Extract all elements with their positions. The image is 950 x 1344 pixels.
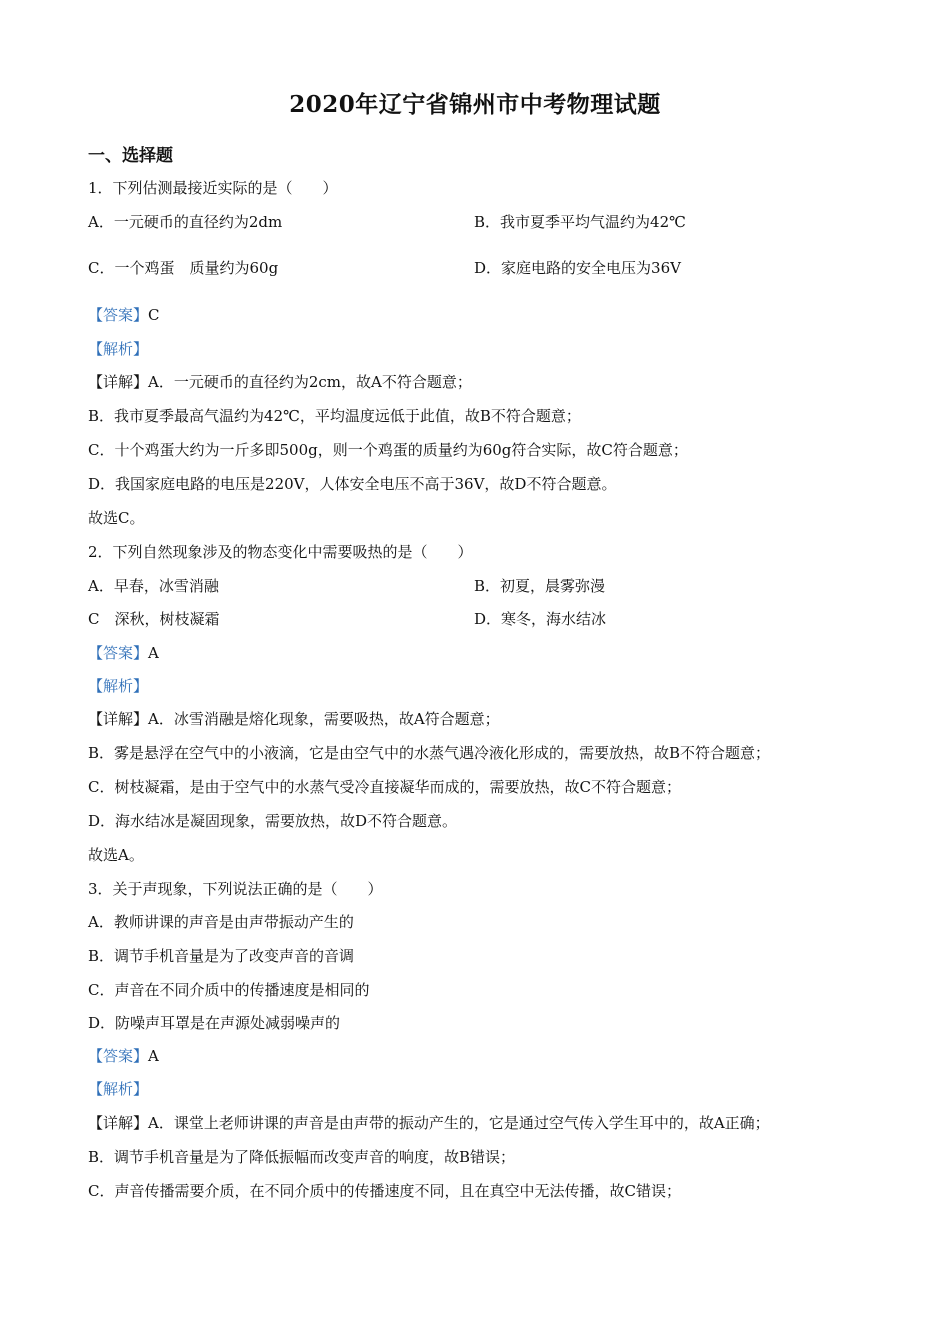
q2-detail-c: C．树枝凝霜，是由于空气中的水蒸气受冷直接凝华而成的，需要放热，故C不符合题意； (88, 778, 681, 796)
q3-option-a: A．教师讲课的声音是由声带振动产生的 (88, 913, 354, 931)
q3-answer-value: A (148, 1047, 159, 1065)
q1-answer-value: C (148, 306, 160, 324)
q2-answer-value: A (148, 644, 159, 662)
q3-detail-c: C．声音传播需要介质，在不同介质中的传播速度不同，且在真空中无法传播，故C错误； (88, 1182, 681, 1200)
q1-detail-d: D．我国家庭电路的电压是220V，人体安全电压不高于36V，故D不符合题意。 (88, 475, 617, 493)
q1-option-b: B．我市夏季平均气温约为42℃ (474, 213, 686, 231)
q3-answer: 【答案】A (88, 1047, 159, 1065)
q2-detail-b: B．雾是悬浮在空气中的小液滴，它是由空气中的水蒸气遇冷液化形成的，需要放热，故B不符合题意； (88, 744, 771, 762)
q1-analysis-tag: 【解析】 (88, 340, 149, 358)
q2-conclusion: 故选A。 (88, 846, 144, 864)
q2-option-c: C 深秋，树枝凝霜 (88, 610, 220, 628)
q3-stem: 3．关于声现象，下列说法正确的是（ ） (88, 880, 383, 898)
q1-option-c: C．一个鸡蛋 质量约为60g (88, 259, 279, 277)
q2-option-b: B．初夏，晨雾弥漫 (474, 577, 606, 595)
q1-option-d: D．家庭电路的安全电压为36V (474, 259, 681, 277)
q2-stem: 2．下列自然现象涉及的物态变化中需要吸热的是（ ） (88, 543, 473, 561)
q3-detail-a: 【详解】A．课堂上老师讲课的声音是由声带的振动产生的，它是通过空气传入学生耳中的，故A正确； (88, 1114, 770, 1132)
q1-stem: 1．下列估测最接近实际的是（ ） (88, 179, 338, 197)
q3-analysis-tag: 【解析】 (88, 1080, 149, 1098)
document-title: 2020年辽宁省锦州市中考物理试题 (289, 91, 661, 118)
q2-option-a: A．早春，冰雪消融 (88, 577, 219, 595)
q1-option-a: A．一元硬币的直径约为2dm (88, 213, 283, 231)
q2-answer: 【答案】A (88, 644, 159, 662)
q1-detail-a: 【详解】A．一元硬币的直径约为2cm，故A不符合题意； (88, 373, 472, 391)
q1-detail-b: B．我市夏季最高气温约为42℃，平均温度远低于此值，故B不符合题意； (88, 407, 581, 425)
q1-conclusion: 故选C。 (88, 509, 145, 527)
q1-answer (88, 305, 160, 325)
q2-detail-d: D．海水结冰是凝固现象，需要放热，故D不符合题意。 (88, 812, 458, 830)
q2-option-d: D．寒冬，海水结冰 (474, 610, 607, 628)
q2-analysis-tag: 【解析】 (88, 677, 149, 695)
q2-detail-a: 【详解】A．冰雪消融是熔化现象，需要吸热，故A符合题意； (88, 710, 500, 728)
q3-option-c: C．声音在不同介质中的传播速度是相同的 (88, 981, 370, 999)
q3-option-b: B．调节手机音量是为了改变声音的音调 (88, 947, 355, 965)
q3-detail-b: B．调节手机音量是为了降低振幅而改变声音的响度，故B错误； (88, 1148, 516, 1166)
answer-tag: 【答案】 (88, 306, 149, 324)
section-heading: 一、选择题 (88, 146, 173, 166)
q1-detail-c: C．十个鸡蛋大约为一斤多即500g，则一个鸡蛋的质量约为60g符合实际，故C符合题意； (88, 441, 688, 459)
q3-option-d: D．防噪声耳罩是在声源处减弱噪声的 (88, 1014, 341, 1032)
